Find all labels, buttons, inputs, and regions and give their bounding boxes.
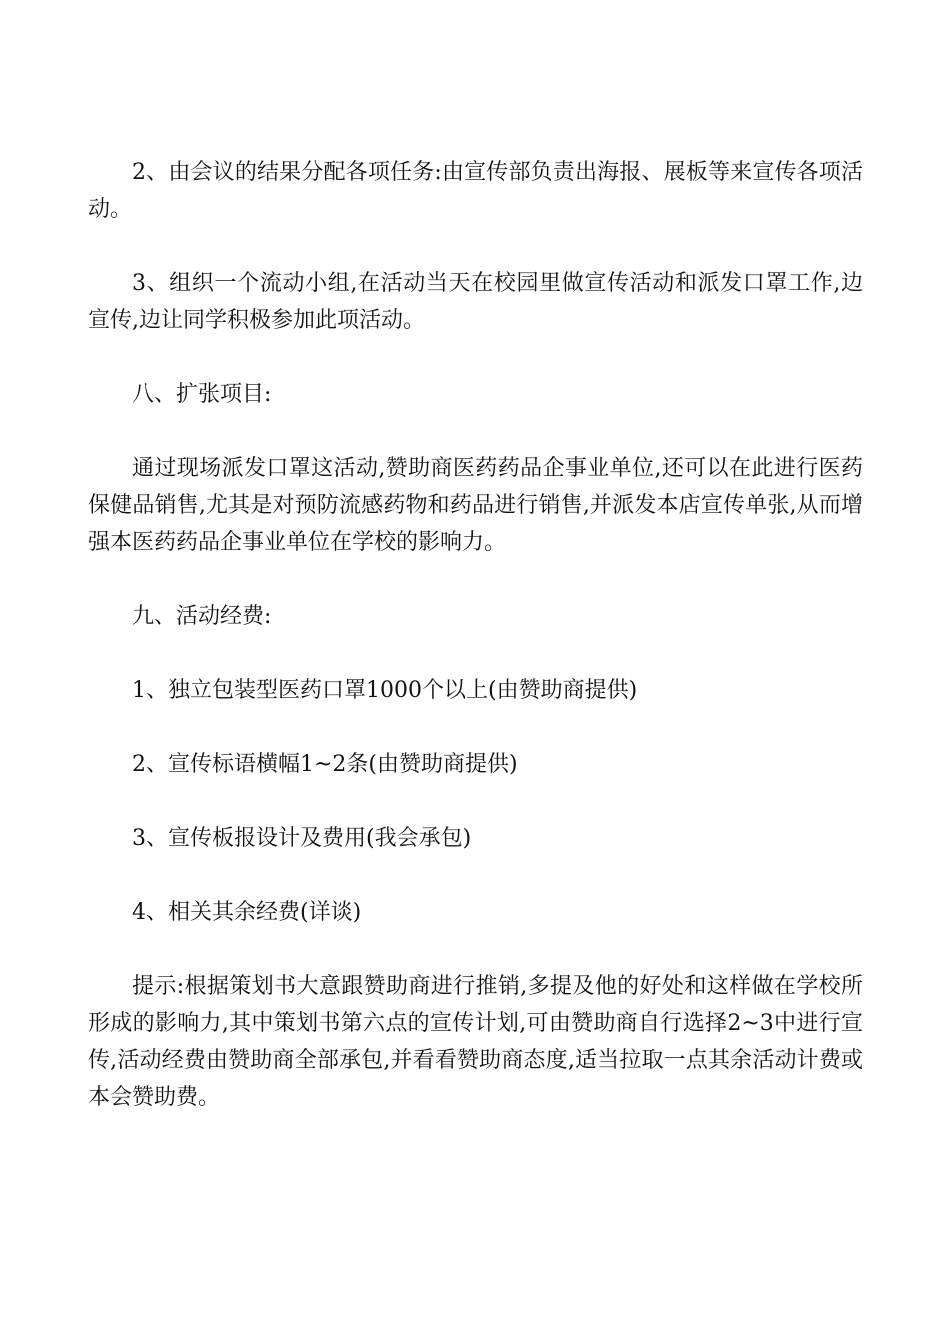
budget-item-other: 4、相关其余经费(详谈) — [132, 900, 362, 925]
budget-item-masks: 1、独立包装型医药口罩1000个以上(由赞助商提供) — [132, 678, 638, 703]
section-heading-expansion: 八、扩张项目: — [132, 382, 272, 407]
section-heading-budget: 九、活动经费: — [132, 604, 272, 629]
paragraph-mobile-team: 3、组织一个流动小组,在活动当天在校园里做宣传活动和派发口罩工作,边宣传,边让同学积极参加此项活动。 — [88, 271, 863, 333]
paragraph-task-assignment: 2、由会议的结果分配各项任务:由宣传部负责出海报、展板等来宣传各项活动。 — [88, 160, 863, 222]
budget-item-board: 3、宣传板报设计及费用(我会承包) — [132, 826, 472, 851]
document-body — [88, 154, 863, 1153]
paragraph-tip: 提示:根据策划书大意跟赞助商进行推销,多提及他的好处和这样做在学校所形成的影响力,其中策划书第六点的宣传计划,可由赞助商自行选择2~3中进行宣传,活动经费由赞助商全部承包,并看看赞助商态度,适当拉取一点其余活动计费或本会赞助费。 — [88, 974, 863, 1110]
paragraph-expansion-detail: 通过现场派发口罩这活动,赞助商医药药品企事业单位,还可以在此进行医药保健品销售,尤其是对预防流感药物和药品进行销售,并派发本店宣传单张,从而增强本医药药品企事业单位在学校的影响力。 — [88, 456, 863, 555]
budget-item-banners: 2、宣传标语横幅1~2条(由赞助商提供) — [132, 752, 518, 777]
